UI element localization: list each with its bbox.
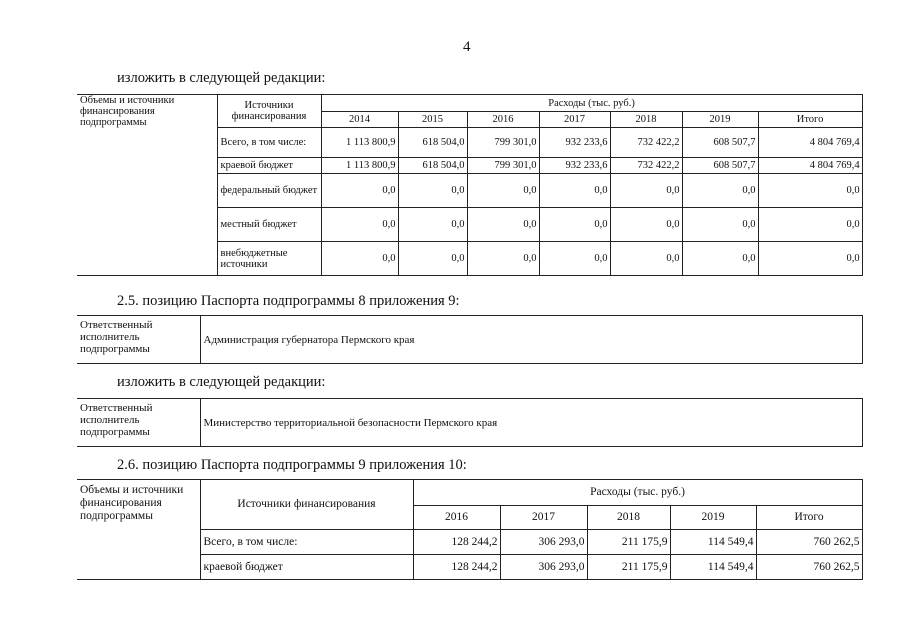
value-cell: 0,0	[758, 242, 862, 276]
value-cell: 799 301,0	[467, 158, 539, 174]
value-cell: 932 233,6	[539, 158, 610, 174]
value-cell: 211 175,9	[587, 530, 670, 555]
value-cell: 0,0	[398, 174, 467, 208]
value-cell: 799 301,0	[467, 128, 539, 158]
year-header: 2019	[682, 112, 758, 128]
value-cell: 0,0	[539, 242, 610, 276]
value-cell: 760 262,5	[756, 555, 862, 580]
source-label: Всего, в том числе:	[200, 530, 413, 555]
value-cell: 1 113 800,9	[321, 128, 398, 158]
value-cell: 732 422,2	[610, 128, 682, 158]
value-cell: 0,0	[467, 242, 539, 276]
value-cell: 0,0	[682, 174, 758, 208]
value-cell: 0,0	[398, 208, 467, 242]
year-header: 2017	[500, 506, 587, 530]
expenses-header: Расходы (тыс. руб.)	[413, 480, 862, 506]
value-cell: 4 804 769,4	[758, 158, 862, 174]
source-label: внебюджетные источники	[217, 242, 321, 276]
expenses-header: Расходы (тыс. руб.)	[321, 95, 862, 112]
value-cell: 0,0	[398, 242, 467, 276]
value-cell: 618 504,0	[398, 158, 467, 174]
value-cell: 0,0	[321, 174, 398, 208]
paragraph-instruction-1: изложить в следующей редакции:	[117, 70, 326, 86]
value-cell: 608 507,7	[682, 158, 758, 174]
year-header: 2016	[413, 506, 500, 530]
responsible-label: Ответственный исполнитель подпрограммы	[77, 399, 200, 447]
row-label: Объемы и источники финансирования подпрограммы	[80, 484, 184, 522]
row-label: Объемы и источники финансирования подпрограммы	[80, 95, 175, 128]
source-label: краевой бюджет	[217, 158, 321, 174]
value-cell: 618 504,0	[398, 128, 467, 158]
sources-header: Источники финансирования	[217, 95, 321, 128]
page-number: 4	[463, 39, 471, 55]
year-header: 2015	[398, 112, 467, 128]
responsible-table-new	[77, 398, 863, 447]
year-header: 2018	[610, 112, 682, 128]
year-header: 2018	[587, 506, 670, 530]
paragraph-item-2-5: 2.5. позицию Паспорта подпрограммы 8 приложения 9:	[117, 293, 460, 309]
value-cell: 0,0	[758, 174, 862, 208]
value-cell: 0,0	[610, 208, 682, 242]
value-cell: 306 293,0	[500, 555, 587, 580]
value-cell: 932 233,6	[539, 128, 610, 158]
value-cell: 4 804 769,4	[758, 128, 862, 158]
source-label: краевой бюджет	[200, 555, 413, 580]
value-cell: 0,0	[321, 242, 398, 276]
value-cell: 114 549,4	[670, 555, 756, 580]
responsible-table-old	[77, 315, 863, 364]
value-cell: 0,0	[467, 174, 539, 208]
row-label-cell	[77, 480, 200, 580]
year-header: 2017	[539, 112, 610, 128]
value-cell: 0,0	[682, 242, 758, 276]
responsible-label: Ответственный исполнитель подпрограммы	[77, 316, 200, 364]
financing-table-1	[77, 94, 863, 276]
paragraph-item-2-6: 2.6. позицию Паспорта подпрограммы 9 приложения 10:	[117, 457, 467, 473]
value-cell: 306 293,0	[500, 530, 587, 555]
year-header: 2019	[670, 506, 756, 530]
value-cell: 0,0	[539, 174, 610, 208]
paragraph-instruction-2: изложить в следующей редакции:	[117, 374, 326, 390]
financing-table-2	[77, 479, 863, 580]
value-cell: 0,0	[682, 208, 758, 242]
value-cell: 0,0	[610, 174, 682, 208]
row-label-cell	[77, 95, 217, 276]
year-header: 2016	[467, 112, 539, 128]
total-header: Итого	[758, 112, 862, 128]
responsible-value: Министерство территориальной безопасности Пермского края	[200, 399, 862, 447]
value-cell: 128 244,2	[413, 530, 500, 555]
value-cell: 608 507,7	[682, 128, 758, 158]
value-cell: 0,0	[321, 208, 398, 242]
source-label: федеральный бюджет	[217, 174, 321, 208]
total-header: Итого	[756, 506, 862, 530]
source-label: Всего, в том числе:	[217, 128, 321, 158]
value-cell: 128 244,2	[413, 555, 500, 580]
responsible-value: Администрация губернатора Пермского края	[200, 316, 862, 364]
value-cell: 0,0	[539, 208, 610, 242]
value-cell: 732 422,2	[610, 158, 682, 174]
value-cell: 1 113 800,9	[321, 158, 398, 174]
source-label: местный бюджет	[217, 208, 321, 242]
value-cell: 0,0	[610, 242, 682, 276]
sources-header: Источники финансирования	[200, 480, 413, 530]
value-cell: 211 175,9	[587, 555, 670, 580]
value-cell: 114 549,4	[670, 530, 756, 555]
year-header: 2014	[321, 112, 398, 128]
value-cell: 0,0	[758, 208, 862, 242]
value-cell: 0,0	[467, 208, 539, 242]
value-cell: 760 262,5	[756, 530, 862, 555]
